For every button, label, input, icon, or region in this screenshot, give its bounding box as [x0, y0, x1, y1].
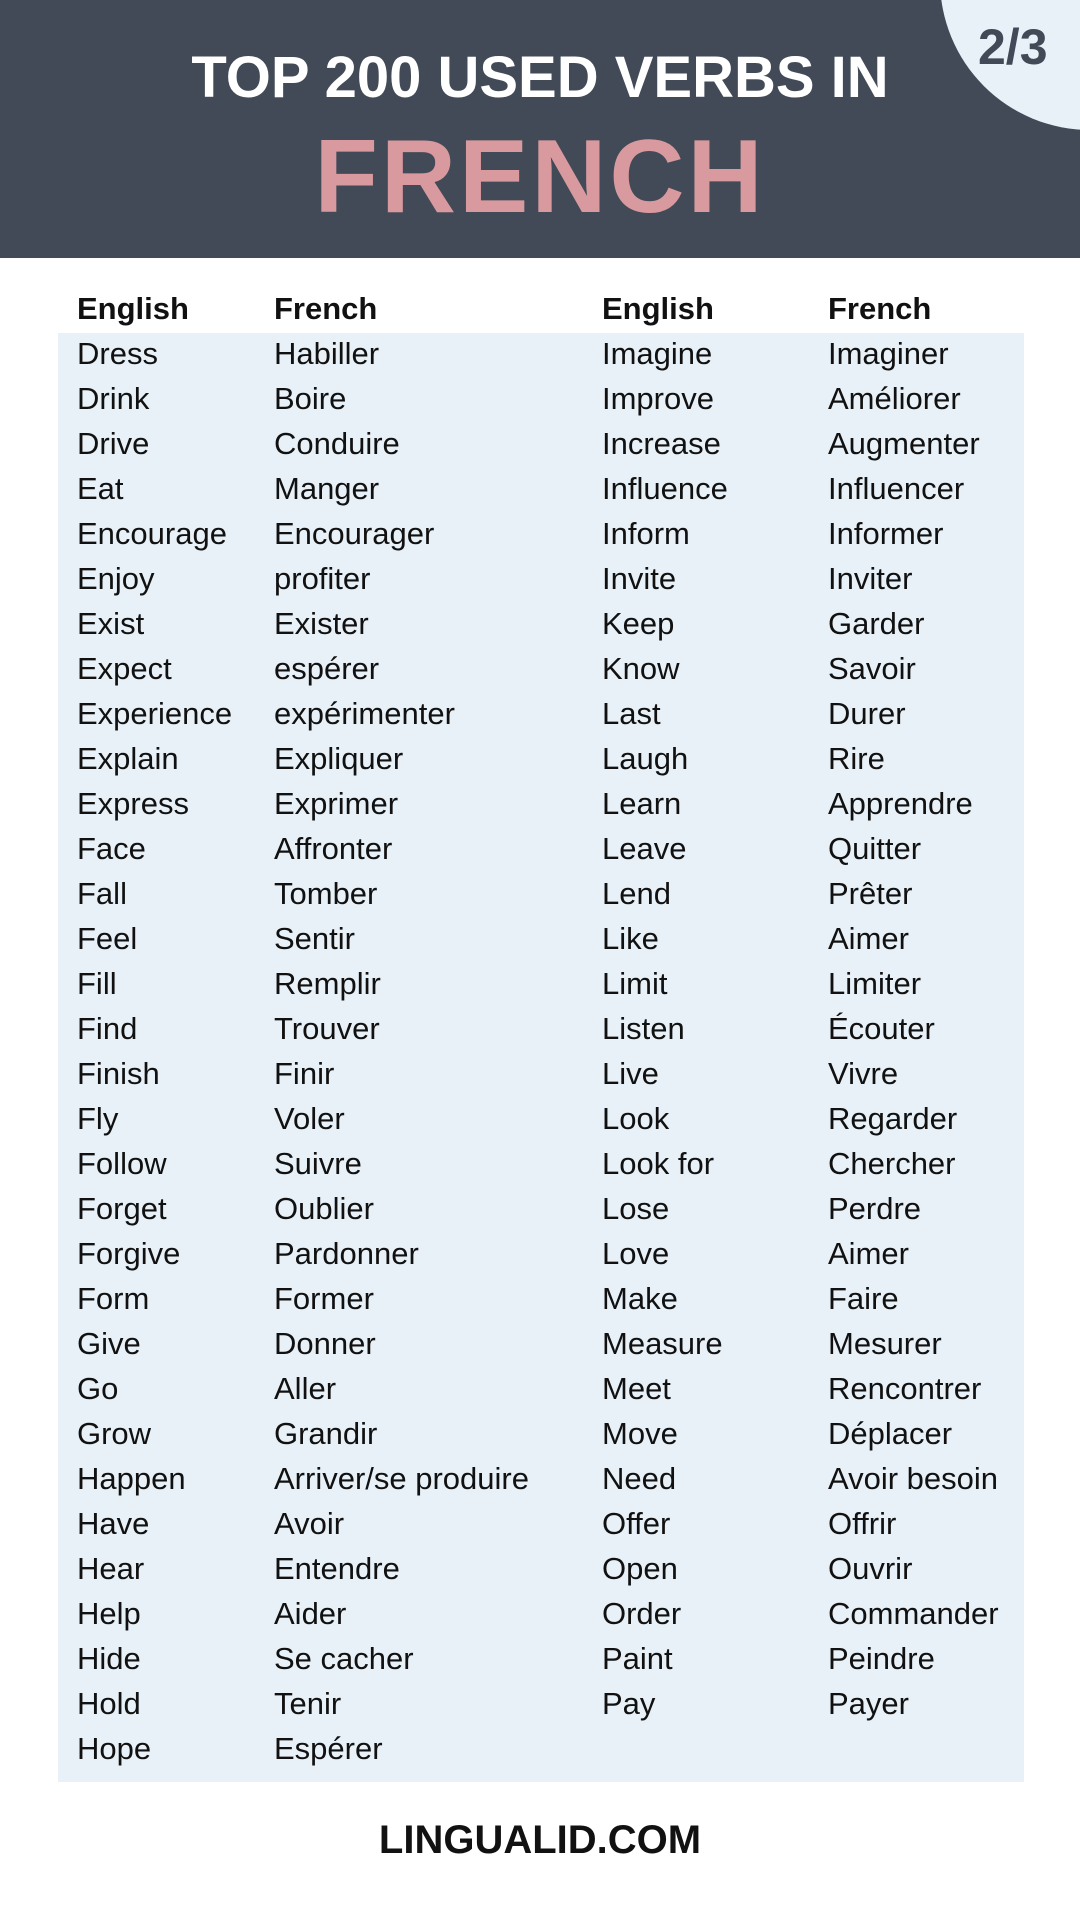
english-verb: Hide: [77, 1641, 141, 1676]
french-verb: Aller: [274, 1371, 337, 1406]
english-verb: Listen: [602, 1011, 685, 1046]
french-verb: Grandir: [274, 1416, 378, 1451]
english-verb: Encourage: [77, 516, 227, 551]
english-verb: Forget: [77, 1191, 167, 1226]
english-verb: Lend: [602, 876, 671, 911]
english-verb: Fill: [77, 966, 117, 1001]
english-verb: Paint: [602, 1641, 673, 1676]
english-verb: Order: [602, 1596, 682, 1631]
french-verb: Tomber: [274, 876, 378, 911]
english-verb: Limit: [602, 966, 668, 1001]
english-verb: Like: [602, 921, 659, 956]
french-verb: profiter: [274, 561, 371, 596]
french-verb: Avoir: [274, 1506, 345, 1541]
french-verb: Voler: [274, 1101, 345, 1136]
english-verb: Keep: [602, 606, 675, 641]
english-verb: Measure: [602, 1326, 723, 1361]
english-verb: Influence: [602, 471, 728, 506]
french-verb: Entendre: [274, 1551, 400, 1586]
french-verb: Savoir: [828, 651, 916, 686]
english-verb: Express: [77, 786, 189, 821]
english-verb: Last: [602, 696, 661, 731]
french-verb: Aider: [274, 1596, 347, 1631]
french-verb: Vivre: [828, 1056, 899, 1091]
french-verb: Sentir: [274, 921, 355, 956]
col-left-french: [274, 286, 529, 1771]
english-verb: Feel: [77, 921, 138, 956]
english-verb: Invite: [602, 561, 677, 596]
french-verb: Finir: [274, 1056, 335, 1091]
english-verb: Laugh: [602, 741, 689, 776]
french-verb: Avoir besoin: [828, 1461, 999, 1496]
english-verb: Look for: [602, 1146, 715, 1181]
french-verb: Durer: [828, 696, 906, 731]
french-verb: Espérer: [274, 1731, 383, 1766]
english-verb: Make: [602, 1281, 678, 1316]
english-verb: Lose: [602, 1191, 670, 1226]
col-left-english: [77, 286, 232, 1771]
french-verb: Garder: [828, 606, 925, 641]
footer-site: LINGUALID.COM: [378, 1818, 702, 1862]
column-header: French: [274, 291, 378, 326]
french-verb: Suivre: [274, 1146, 362, 1181]
french-verb: Peindre: [828, 1641, 935, 1676]
french-verb: Manger: [274, 471, 380, 506]
english-verb: Leave: [602, 831, 687, 866]
french-verb: Expliquer: [274, 741, 404, 776]
french-verb: Rencontrer: [828, 1371, 982, 1406]
french-verb: Oublier: [274, 1191, 374, 1226]
french-verb: Influencer: [828, 471, 965, 506]
french-verb: Mesurer: [828, 1326, 942, 1361]
french-verb: Habiller: [274, 336, 380, 371]
english-verb: Drink: [77, 381, 150, 416]
french-verb: Ouvrir: [828, 1551, 913, 1586]
english-verb: Imagine: [602, 336, 713, 371]
french-verb: Commander: [828, 1596, 999, 1631]
english-verb: Inform: [602, 516, 690, 551]
french-verb: Tenir: [274, 1686, 342, 1721]
french-verb: Exprimer: [274, 786, 399, 821]
french-verb: Chercher: [828, 1146, 956, 1181]
col-right-english: [602, 286, 728, 1726]
english-verb: Meet: [602, 1371, 671, 1406]
french-verb: Donner: [274, 1326, 376, 1361]
french-verb: Former: [274, 1281, 374, 1316]
english-verb: Look: [602, 1101, 670, 1136]
french-verb: Exister: [274, 606, 369, 641]
french-verb: Faire: [828, 1281, 899, 1316]
english-verb: Find: [77, 1011, 138, 1046]
english-verb: Expect: [77, 651, 172, 686]
english-verb: Eat: [77, 471, 124, 506]
english-verb: Happen: [77, 1461, 186, 1496]
title-line-2: FRENCH: [314, 119, 766, 235]
french-verb: Perdre: [828, 1191, 922, 1226]
english-verb: Pay: [602, 1686, 656, 1721]
english-verb: Offer: [602, 1506, 671, 1541]
header-banner: [0, 0, 1080, 258]
french-verb: Trouver: [274, 1011, 380, 1046]
english-verb: Dress: [77, 336, 158, 371]
french-verb: Payer: [828, 1686, 909, 1721]
french-verb: Se cacher: [274, 1641, 414, 1676]
title-line-1: TOP 200 USED VERBS IN: [191, 45, 889, 110]
english-verb: Finish: [77, 1056, 160, 1091]
french-verb: Arriver/se produire: [274, 1461, 529, 1496]
french-verb: Imaginer: [828, 336, 949, 371]
english-verb: Know: [602, 651, 680, 686]
english-verb: Fall: [77, 876, 127, 911]
french-verb: Conduire: [274, 426, 400, 461]
french-verb: Pardonner: [274, 1236, 419, 1271]
english-verb: Need: [602, 1461, 677, 1496]
english-verb: Increase: [602, 426, 721, 461]
english-verb: Follow: [77, 1146, 167, 1181]
english-verb: Experience: [77, 696, 233, 731]
french-verb: Informer: [828, 516, 944, 551]
page-indicator: 2/3: [978, 19, 1048, 75]
english-verb: Form: [77, 1281, 150, 1316]
english-verb: Have: [77, 1506, 150, 1541]
english-verb: Face: [77, 831, 146, 866]
english-verb: Hope: [77, 1731, 152, 1766]
english-verb: Go: [77, 1371, 119, 1406]
column-header: English: [77, 291, 189, 326]
english-verb: Hear: [77, 1551, 145, 1586]
english-verb: Improve: [602, 381, 714, 416]
french-verb: Boire: [274, 381, 347, 416]
french-verb: Écouter: [828, 1011, 935, 1046]
french-verb: Augmenter: [828, 426, 980, 461]
english-verb: Help: [77, 1596, 141, 1631]
english-verb: Exist: [77, 606, 145, 641]
english-verb: Live: [602, 1056, 659, 1091]
french-verb: Aimer: [828, 921, 909, 956]
french-verb: Prêter: [828, 876, 913, 911]
english-verb: Fly: [77, 1101, 119, 1136]
french-verb: Encourager: [274, 516, 435, 551]
english-verb: Love: [602, 1236, 670, 1271]
english-verb: Explain: [77, 741, 179, 776]
column-header: French: [828, 291, 932, 326]
english-verb: Learn: [602, 786, 682, 821]
english-verb: Move: [602, 1416, 678, 1451]
french-verb: Quitter: [828, 831, 922, 866]
french-verb: Affronter: [274, 831, 393, 866]
french-verb: Inviter: [828, 561, 913, 596]
english-verb: Enjoy: [77, 561, 155, 596]
english-verb: Forgive: [77, 1236, 181, 1271]
french-verb: Déplacer: [828, 1416, 953, 1451]
french-verb: espérer: [274, 651, 380, 686]
french-verb: expérimenter: [274, 696, 455, 731]
french-verb: Offrir: [828, 1506, 897, 1541]
english-verb: Open: [602, 1551, 678, 1586]
french-verb: Rire: [828, 741, 885, 776]
col-right-french: [828, 286, 999, 1726]
english-verb: Grow: [77, 1416, 152, 1451]
french-verb: Limiter: [828, 966, 922, 1001]
column-header: English: [602, 291, 714, 326]
french-verb: Regarder: [828, 1101, 958, 1136]
french-verb: Aimer: [828, 1236, 909, 1271]
english-verb: Hold: [77, 1686, 141, 1721]
french-verb: Améliorer: [828, 381, 961, 416]
french-verb: Remplir: [274, 966, 381, 1001]
english-verb: Drive: [77, 426, 150, 461]
french-verb: Apprendre: [828, 786, 973, 821]
english-verb: Give: [77, 1326, 141, 1361]
